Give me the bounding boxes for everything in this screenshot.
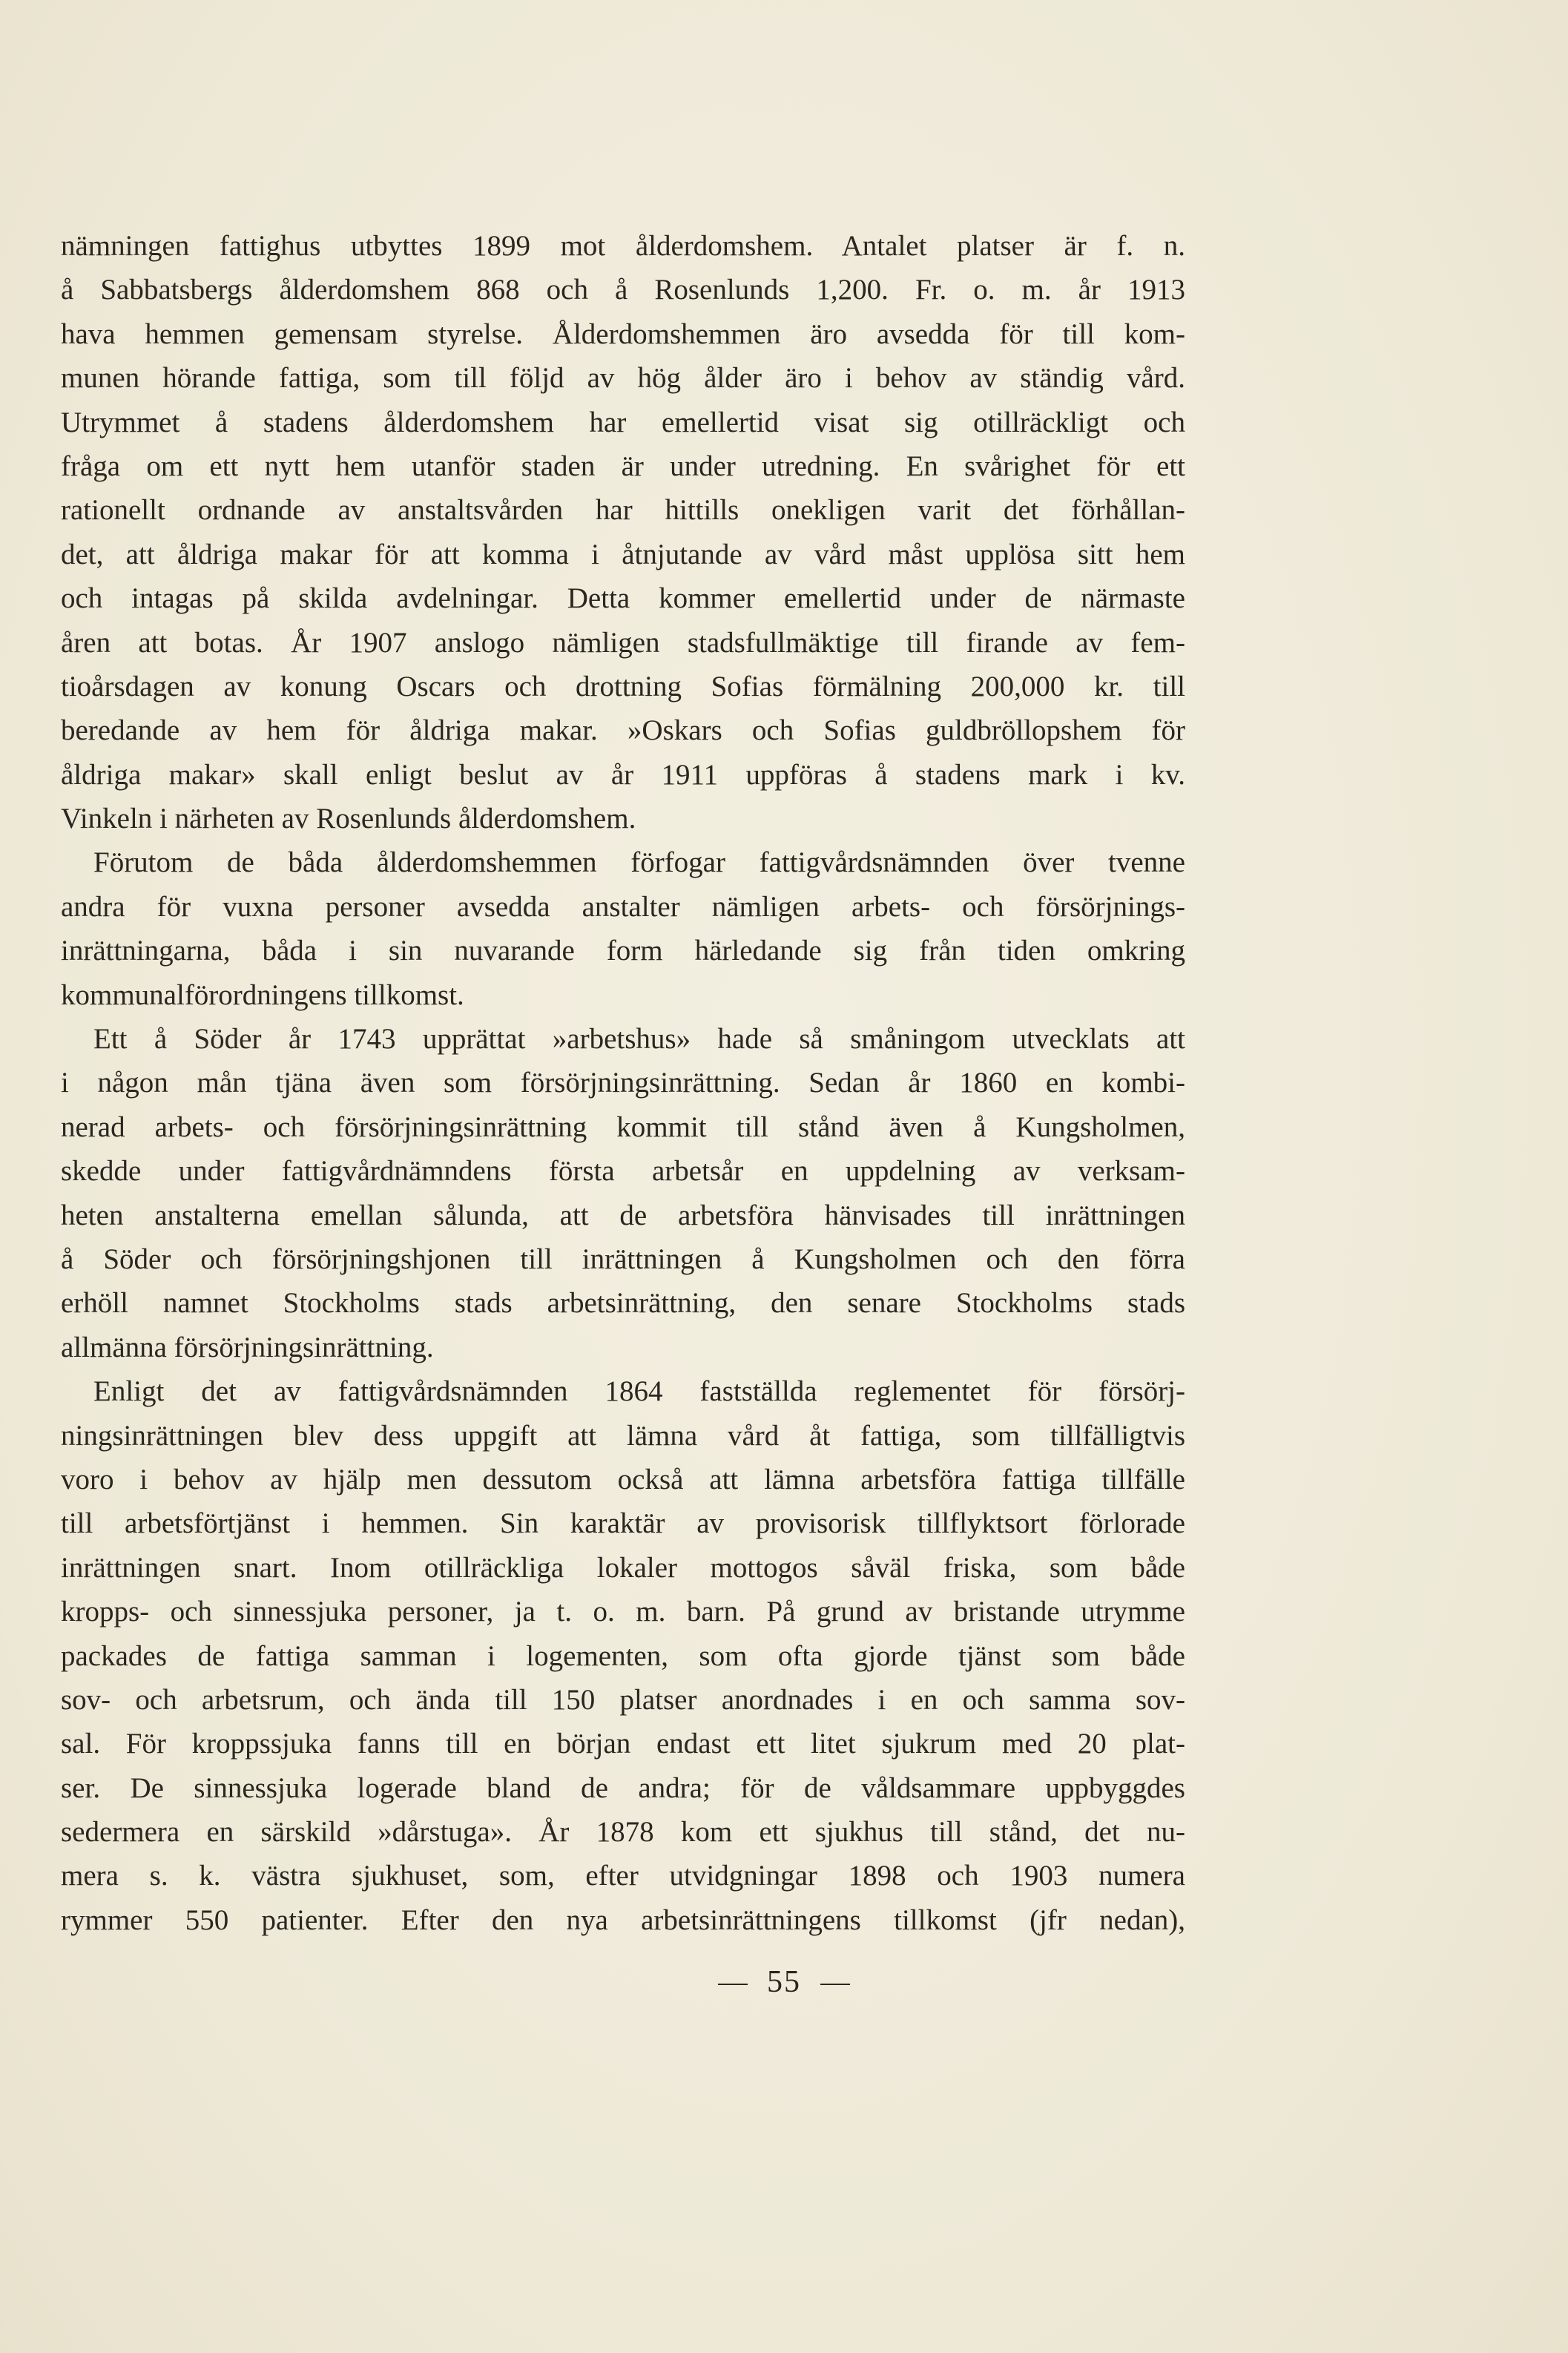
paragraph-start-line: Enligt det av fattigvårdsnämnden 1864 fastställda reglementet för försörj- [93,1375,1185,1408]
text-line: och intagas på skilda avdelningar. Detta kommer emellertid under de närmaste [61,582,1185,615]
dash-right [820,1984,850,1985]
text-line: å Sabbatsbergs ålderdomshem 868 och å Rosenlunds 1,200. Fr. o. m. år 1913 [61,274,1185,306]
text-line: å Söder och försörjningshjonen till inrättningen å Kungsholmen och den förra [61,1243,1185,1275]
text-line: inrättningarna, båda i sin nuvarande form härledande sig från tiden omkring [61,935,1185,967]
text-line: fråga om ett nytt hem utanför staden är under utredning. En svårighet för ett [61,450,1185,482]
text-line: åren att botas. År 1907 anslogo nämligen stadsfullmäktige till firande av fem- [61,626,1185,659]
text-line: nerad arbets- och försörjningsinrättning kommit till stånd även å Kungsholmen, [61,1110,1185,1143]
text-line: beredande av hem för åldriga makar. »Oskars och Sofias guldbröllopshem för [61,714,1185,747]
page-number-footer [0,1964,1568,2000]
paragraph-start-line: Ett å Söder år 1743 upprättat »arbetshus» hade så småningom utvecklats att [93,1023,1185,1056]
text-line: voro i behov av hjälp men dessutom också att lämna arbetsföra fattiga tillfälle [61,1463,1185,1495]
text-line: hava hemmen gemensam styrelse. Ålderdomshemmen äro avsedda för till kom- [61,317,1185,350]
page-number: 55 [767,1965,801,1999]
text-line: erhöll namnet Stockholms stads arbetsinrättning, den senare Stockholms stads [61,1287,1185,1320]
text-line: nämningen fattighus utbyttes 1899 mot ålderdomshem. Antalet platser är f. n. [61,230,1185,262]
text-line: till arbetsförtjänst i hemmen. Sin karaktär av provisorisk tillflyktsort förlorade [61,1507,1185,1540]
text-line: inrättningen snart. Inom otillräckliga lokaler mottogos såväl friska, som både [61,1551,1185,1584]
text-line: kropps- och sinnessjuka personer, ja t. o. m. barn. På grund av bristande utrymme [61,1596,1185,1628]
text-line: Utrymmet å stadens ålderdomshem har emellertid visat sig otillräckligt och [61,406,1185,438]
text-line: i någon mån tjäna även som försörjningsinrättning. Sedan år 1860 en kombi- [61,1067,1185,1099]
paragraph-start-line: Förutom de båda ålderdomshemmen förfogar fattigvårdsnämnden över tvenne [93,846,1185,879]
text-line: andra för vuxna personer avsedda anstalter nämligen arbets- och försörjnings- [61,890,1185,923]
paragraph-end-line: allmänna försörjningsinrättning. [61,1331,434,1363]
dash-left [718,1984,748,1985]
text-line: sov- och arbetsrum, och ända till 150 platser anordnades i en och samma sov- [61,1683,1185,1716]
text-line: skedde under fattigvårdnämndens första arbetsår en uppdelning av verksam- [61,1155,1185,1188]
text-line: rymmer 550 patienter. Efter den nya arbetsinrättningens tillkomst (jfr nedan), [61,1903,1185,1936]
text-line: sal. För kroppssjuka fanns till en början endast ett litet sjukrum med 20 plat- [61,1728,1185,1760]
text-line: packades de fattiga samman i logementen, som ofta gjorde tjänst som både [61,1639,1185,1672]
text-line: heten anstalterna emellan sålunda, att de arbetsföra hänvisades till inrättningen [61,1199,1185,1231]
text-line: ningsinrättningen blev dess uppgift att lämna vård åt fattiga, som tillfälligtvis [61,1419,1185,1452]
text-line: tioårsdagen av konung Oscars och drottning Sofias förmälning 200,000 kr. till [61,670,1185,702]
text-line: åldriga makar» skall enligt beslut av år 1911 uppföras å stadens mark i kv. [61,758,1185,791]
text-line: mera s. k. västra sjukhuset, som, efter utvidgningar 1898 och 1903 numera [61,1860,1185,1892]
paragraph-end-line: Vinkeln i närheten av Rosenlunds ålderdomshem. [61,803,636,835]
text-line: munen hörande fattiga, som till följd av hög ålder äro i behov av ständig vård. [61,362,1185,395]
text-line: det, att åldriga makar för att komma i åtnjutande av vård måst upplösa sitt hem [61,538,1185,570]
text-line: ser. De sinnessjuka logerade bland de andra; för de våldsammare uppbyggdes [61,1771,1185,1804]
body-text [61,224,1185,1942]
text-line: sedermera en särskild »dårstuga». År 1878 kom ett sjukhus till stånd, det nu- [61,1816,1185,1849]
paragraph-end-line: kommunalförordningens tillkomst. [61,978,464,1011]
text-line: rationellt ordnande av anstaltsvården har hittills onekligen varit det förhållan- [61,494,1185,527]
